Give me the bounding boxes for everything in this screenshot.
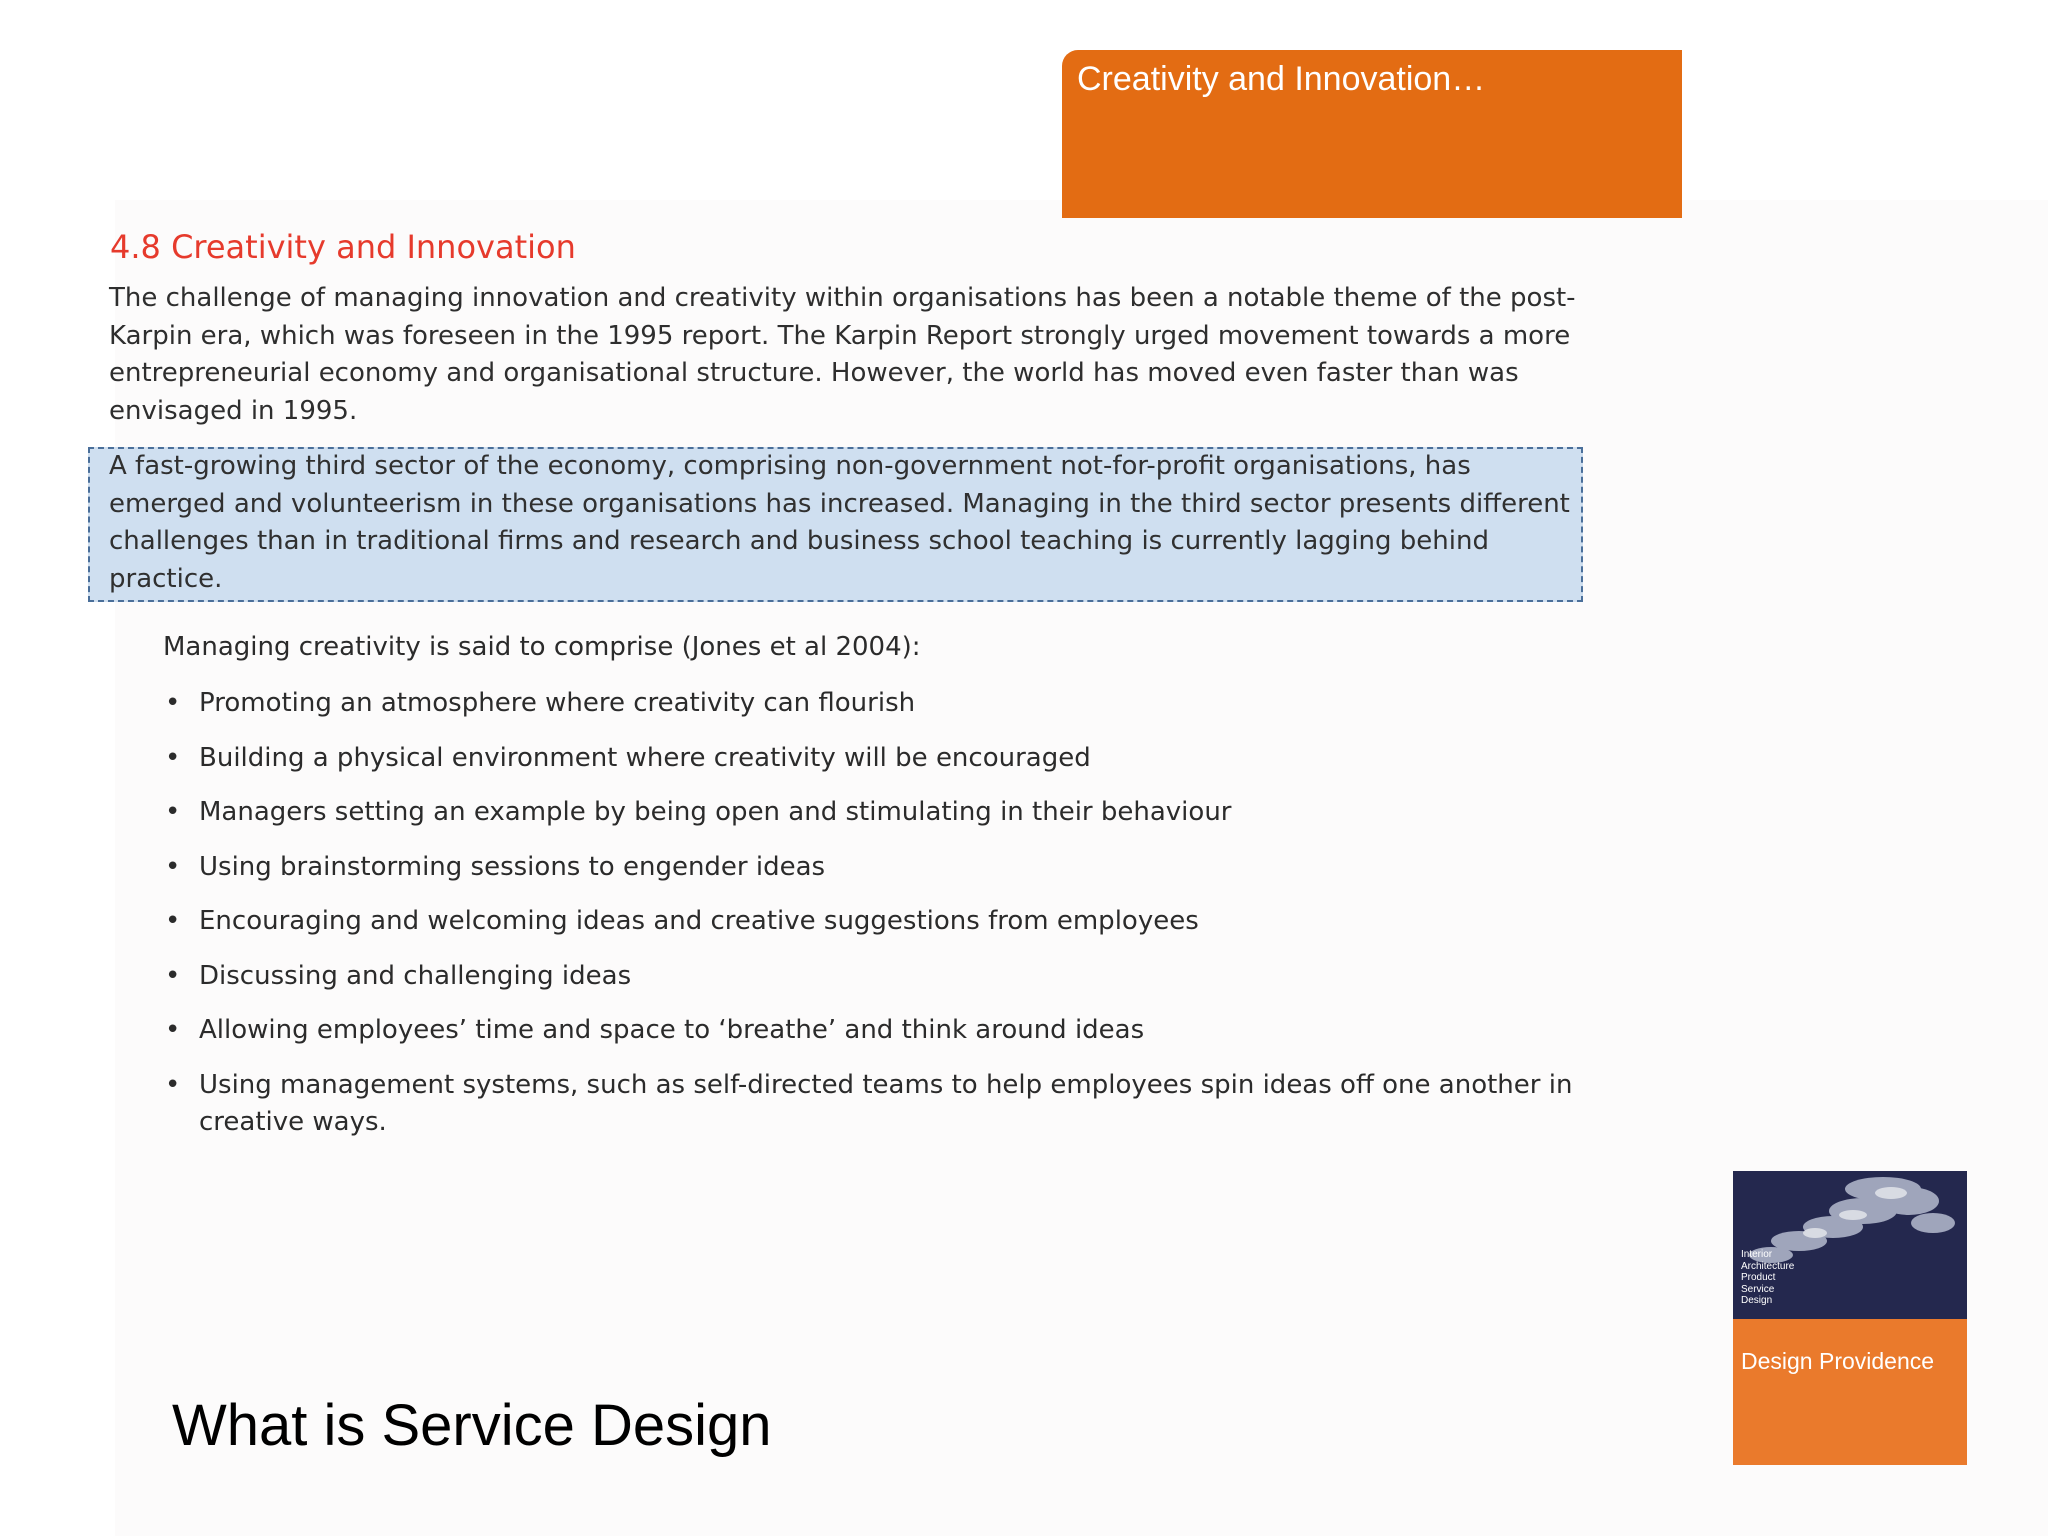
paragraph-karpin: The challenge of managing innovation and creativity within organisations has been a notable theme of the post-Karpin era, which was foreseen in the 1995 report. The Karpin Report strongly urged movement towards a more entrepreneurial economy and organisational structure. However, the world has moved even faster than was envisaged in 1995. [109,283,1576,426]
bullet-icon: • [165,851,181,882]
slide-header-banner [1062,50,1682,218]
slide-footer-title: What is Service Design [172,1393,772,1458]
list-item-text: Managers setting an example by being open and stimulating in their behaviour [199,797,1232,827]
bullet-icon: • [165,906,181,936]
logo-brand-name: Design Providence [1741,1348,1935,1374]
list-item [165,740,1615,777]
bullet-icon: • [165,960,181,991]
logo-line: Design [1741,1295,1773,1306]
list-item-text: Discussing and challenging ideas [199,960,632,991]
logo-cloud-panel [1733,1171,1967,1319]
paragraph-third-sector: A fast-growing third sector of the economy, comprising non-government not-for-profit organisations, has emerged and volunteerism in these organisations has increased. Managing in the third sector presents different challenges than in traditional firms and research and business school teaching is currently lagging behind practice. [109,451,1570,594]
list-item [165,958,1615,995]
bullet-icon: • [165,1069,181,1100]
list-item [165,1012,1615,1049]
bullet-icon: • [165,742,181,773]
list-item [165,685,1615,722]
list-item [165,794,1615,831]
logo-line: Interior [1741,1249,1773,1260]
slide-header-title: Creativity and Innovation… [1077,60,1486,98]
list-item-text: Using management systems, such as self-directed teams to help employees spin ideas off one another in creative ways. [199,1069,1573,1137]
list-item-text: Encouraging and welcoming ideas and creative suggestions from employees [199,906,1199,936]
logo-disciplines [1741,1249,1794,1307]
bullet-icon: • [165,797,181,827]
list-item [165,903,1615,940]
logo-line: Architecture [1741,1260,1795,1272]
bullet-icon: • [165,1015,181,1045]
list-item-text: Allowing employees’ time and space to ‘breathe’ and think around ideas [199,1015,1145,1045]
design-providence-logo [1733,1171,1967,1465]
bullet-icon: • [165,688,181,718]
logo-line: Service [1741,1283,1775,1295]
section-heading: 4.8 Creativity and Innovation [110,228,576,266]
logo-orange-panel [1733,1319,1967,1465]
list-item-text: Promoting an atmosphere where creativity can flourish [199,688,916,718]
list-item-text: Building a physical environment where creativity will be encouraged [199,742,1091,773]
logo-line: Product [1741,1272,1776,1283]
list-item-text: Using brainstorming sessions to engender ideas [199,851,826,882]
creativity-bullet-list [165,685,1615,1158]
list-item [165,1067,1615,1141]
list-item [165,849,1615,886]
list-intro: Managing creativity is said to comprise (Jones et al 2004): [163,632,921,662]
